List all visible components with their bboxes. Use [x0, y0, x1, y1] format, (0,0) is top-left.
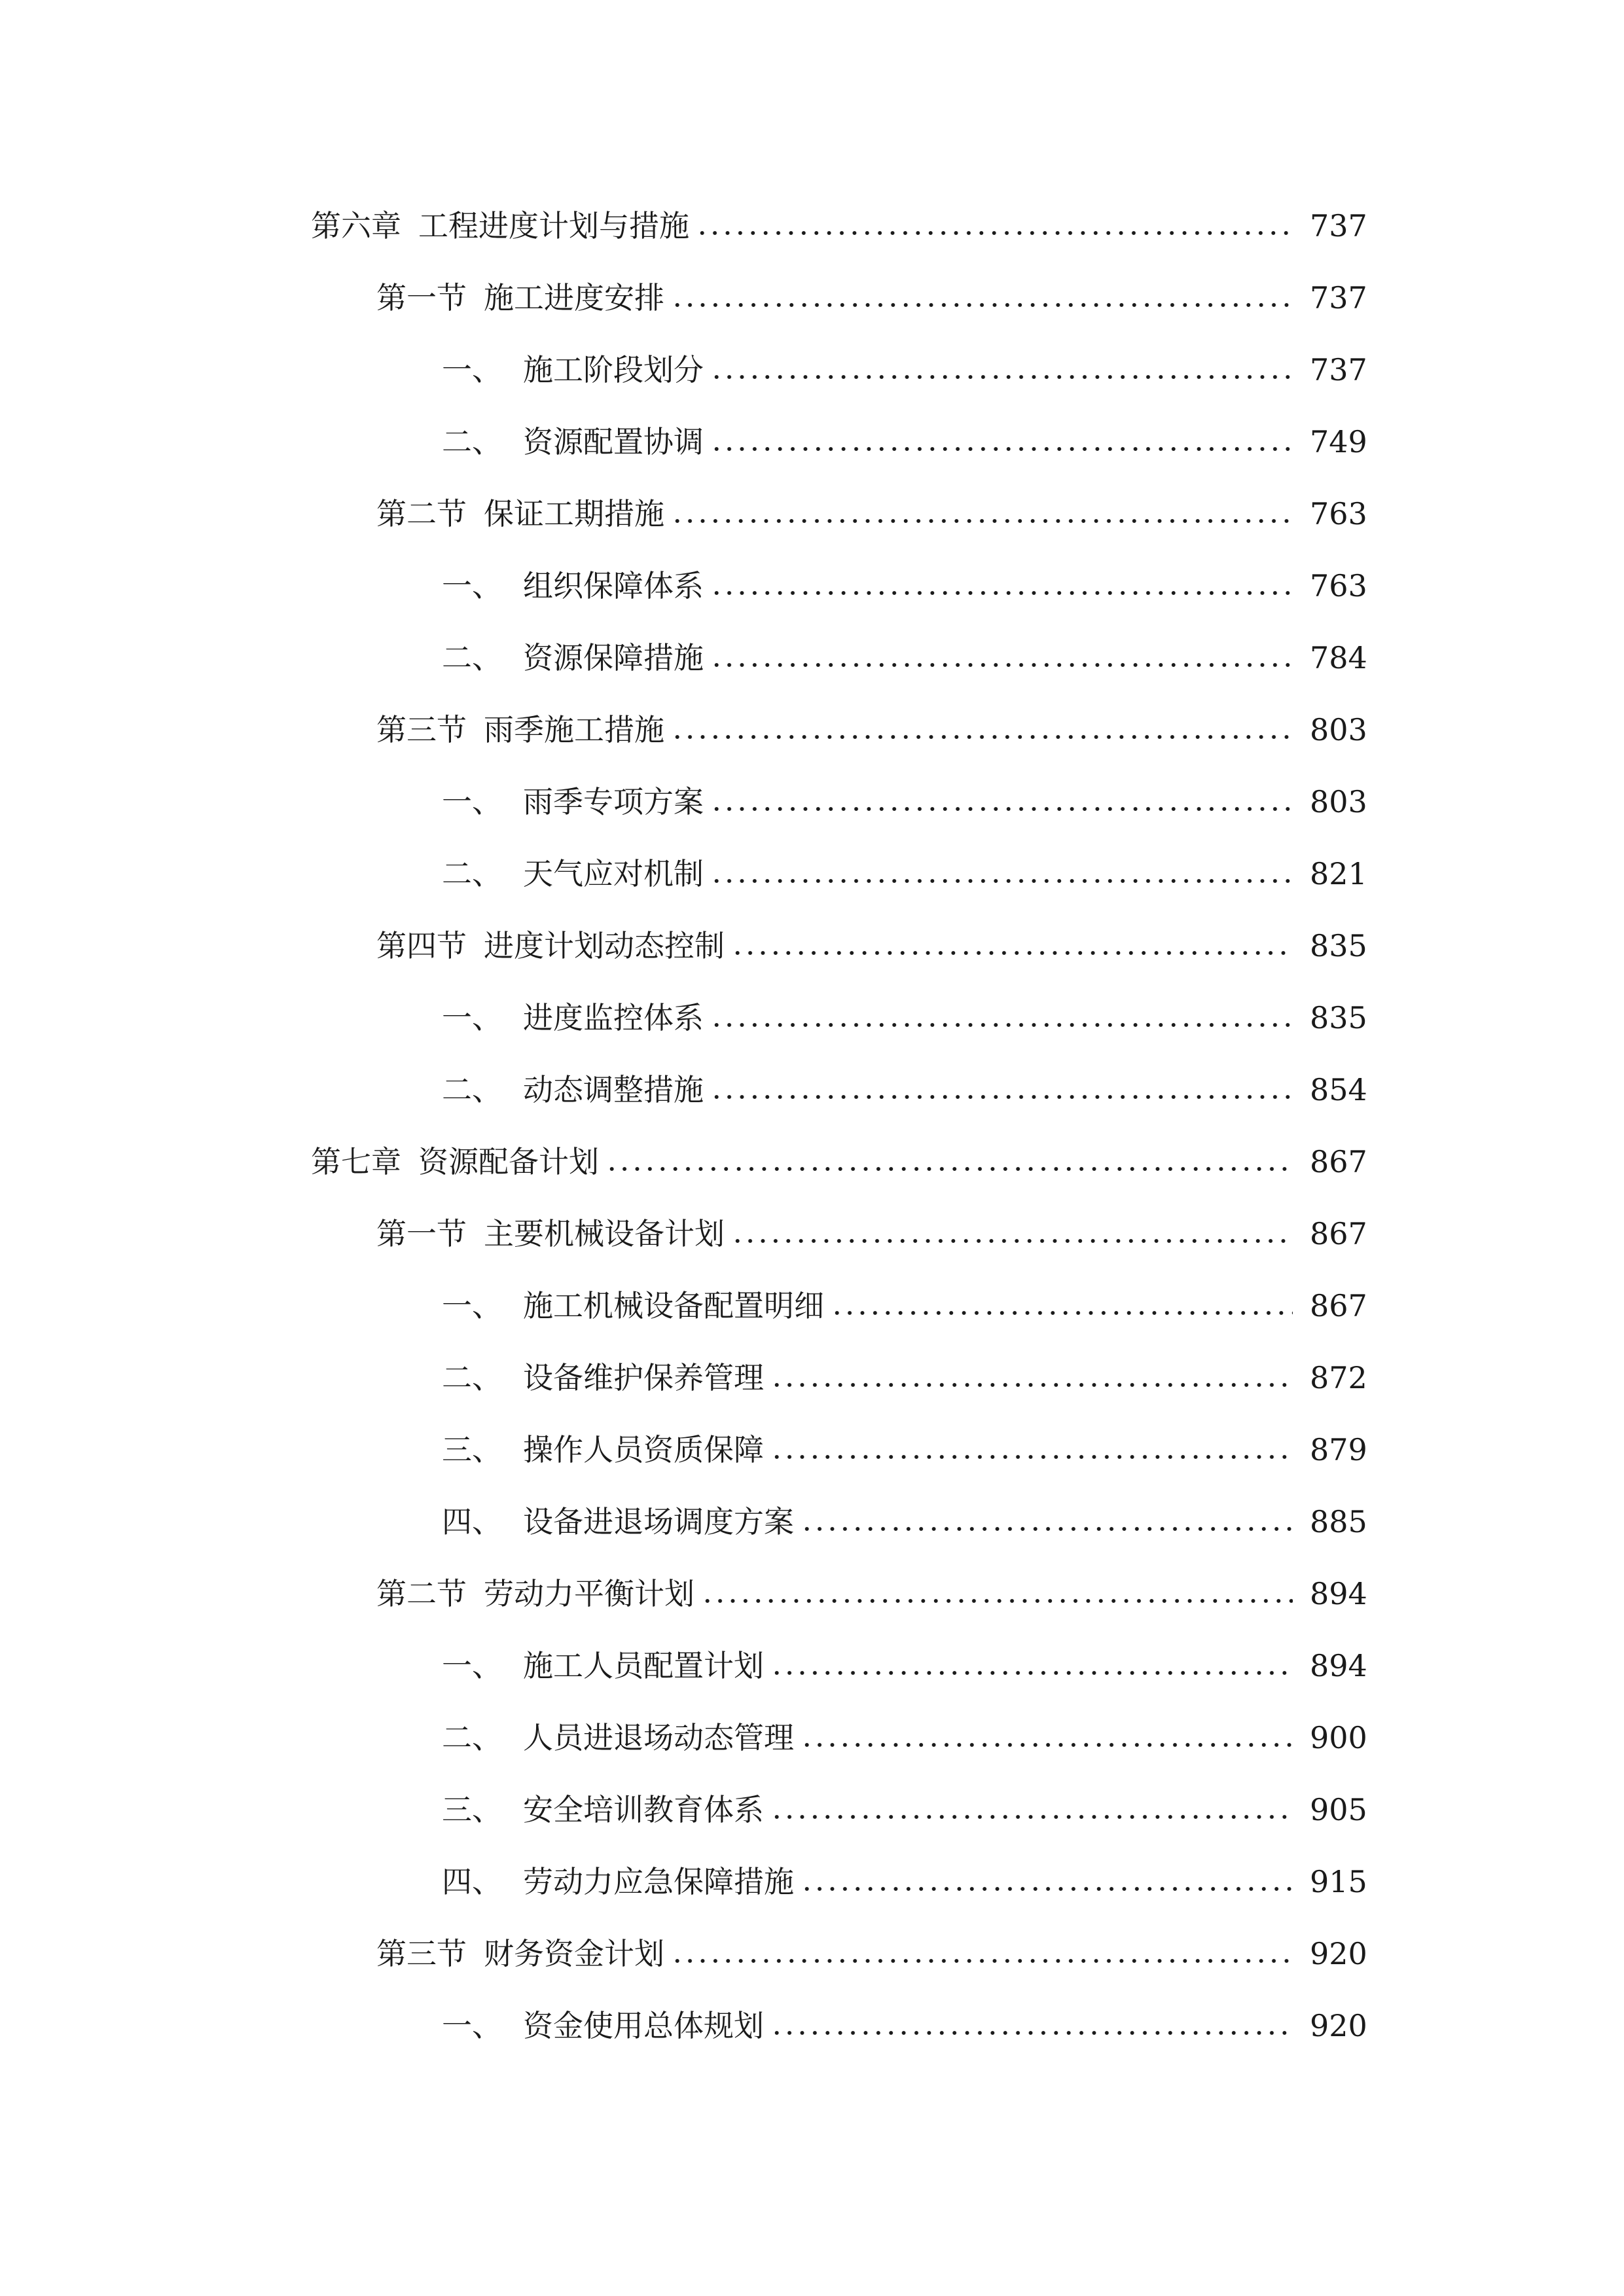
toc-entry-number: 二、: [442, 424, 502, 459]
toc-entry[interactable]: [0, 1270, 1624, 1342]
toc-entry-page: 737: [1310, 352, 1367, 387]
toc-entry-page: 920: [1310, 1936, 1367, 1971]
dot-leader: [770, 1814, 1293, 1820]
toc-entry-title: 工程进度计划与措施: [418, 208, 689, 243]
toc-entry-number: 二、: [442, 1072, 502, 1107]
table-of-contents: [0, 190, 1624, 2062]
dot-leader: [701, 1598, 1293, 1604]
toc-entry-title: 施工进度安排: [484, 280, 664, 315]
toc-entry[interactable]: [0, 1630, 1624, 1702]
toc-entry-page: 894: [1310, 1648, 1367, 1683]
toc-entry-title: 资金使用总体规划: [523, 2008, 764, 2043]
toc-entry-title: 操作人员资质保障: [523, 1432, 764, 1467]
dot-leader: [731, 1238, 1293, 1244]
toc-entry-title: 资源配置协调: [523, 424, 704, 459]
toc-entry-page: 803: [1310, 712, 1367, 747]
toc-entry-title: 财务资金计划: [484, 1936, 664, 1971]
toc-entry-number: 四、: [442, 1504, 502, 1539]
dot-leader: [710, 1094, 1293, 1100]
toc-entry-title: 动态调整措施: [523, 1072, 704, 1107]
dot-leader: [605, 1166, 1293, 1172]
dot-leader: [710, 1022, 1293, 1028]
toc-entry[interactable]: [0, 334, 1624, 406]
toc-entry[interactable]: [0, 1054, 1624, 1126]
toc-entry[interactable]: [0, 1558, 1624, 1630]
toc-entry-title: 主要机械设备计划: [484, 1216, 725, 1251]
toc-entry[interactable]: [0, 1846, 1624, 1918]
toc-entry-page: 763: [1310, 568, 1367, 603]
toc-entry-title: 雨季专项方案: [523, 784, 704, 819]
toc-entry[interactable]: [0, 766, 1624, 838]
toc-entry-number: 三、: [442, 1432, 502, 1467]
dot-leader: [671, 1958, 1293, 1964]
toc-entry[interactable]: [0, 406, 1624, 478]
dot-leader: [710, 806, 1293, 812]
toc-entry[interactable]: [0, 1414, 1624, 1486]
toc-entry-title: 设备进退场调度方案: [523, 1504, 794, 1539]
toc-entry-title: 劳动力应急保障措施: [523, 1864, 794, 1899]
toc-entry-number: 一、: [442, 1000, 502, 1035]
toc-entry-page: 915: [1310, 1864, 1367, 1899]
toc-entry[interactable]: [0, 262, 1624, 334]
toc-entry-number: 第一节: [376, 280, 467, 315]
toc-entry[interactable]: [0, 1990, 1624, 2062]
toc-entry-number: 第二节: [376, 1576, 467, 1611]
dot-leader: [710, 878, 1293, 884]
toc-entry-number: 第六章: [311, 208, 401, 243]
dot-leader: [710, 446, 1293, 452]
toc-entry-title: 施工阶段划分: [523, 352, 704, 387]
dot-leader: [770, 1454, 1293, 1460]
dot-leader: [710, 590, 1293, 596]
toc-entry-page: 835: [1310, 928, 1367, 963]
toc-entry-title: 进度计划动态控制: [484, 928, 725, 963]
toc-entry-number: 一、: [442, 1648, 502, 1683]
toc-entry-title: 保证工期措施: [484, 496, 664, 531]
toc-entry-title: 组织保障体系: [523, 568, 704, 603]
toc-entry-title: 进度监控体系: [523, 1000, 704, 1035]
toc-entry-page: 920: [1310, 2008, 1367, 2043]
toc-entry-number: 第四节: [376, 928, 467, 963]
dot-leader: [731, 950, 1293, 956]
toc-entry-page: 872: [1310, 1360, 1367, 1395]
toc-entry-number: 一、: [442, 784, 502, 819]
toc-entry-page: 737: [1310, 280, 1367, 315]
toc-entry-page: 784: [1310, 640, 1367, 675]
toc-entry-page: 867: [1310, 1288, 1367, 1323]
toc-entry-number: 四、: [442, 1864, 502, 1899]
toc-entry[interactable]: [0, 1486, 1624, 1558]
toc-entry-number: 一、: [442, 352, 502, 387]
dot-leader: [801, 1742, 1293, 1748]
toc-entry[interactable]: [0, 478, 1624, 550]
toc-entry[interactable]: [0, 550, 1624, 622]
toc-entry-title: 设备维护保养管理: [523, 1360, 764, 1395]
toc-entry-number: 第三节: [376, 1936, 467, 1971]
toc-entry-number: 二、: [442, 640, 502, 675]
toc-entry-page: 803: [1310, 784, 1367, 819]
dot-leader: [831, 1310, 1293, 1316]
toc-entry[interactable]: [0, 1198, 1624, 1270]
toc-entry-number: 第一节: [376, 1216, 467, 1251]
toc-entry-title: 施工机械设备配置明细: [523, 1288, 824, 1323]
toc-entry[interactable]: [0, 838, 1624, 910]
dot-leader: [770, 1670, 1293, 1676]
toc-entry-number: 二、: [442, 1360, 502, 1395]
toc-entry-page: 835: [1310, 1000, 1367, 1035]
toc-entry-title: 人员进退场动态管理: [523, 1720, 794, 1755]
toc-entry-page: 900: [1310, 1720, 1367, 1755]
toc-entry-page: 867: [1310, 1144, 1367, 1179]
toc-entry[interactable]: [0, 910, 1624, 982]
toc-entry[interactable]: [0, 622, 1624, 694]
toc-entry-number: 第七章: [311, 1144, 401, 1179]
toc-entry-page: 737: [1310, 208, 1367, 243]
toc-entry-number: 一、: [442, 1288, 502, 1323]
toc-entry[interactable]: [0, 1342, 1624, 1414]
toc-entry-title: 安全培训教育体系: [523, 1792, 764, 1827]
toc-entry-page: 905: [1310, 1792, 1367, 1827]
toc-entry-number: 第二节: [376, 496, 467, 531]
toc-entry-number: 三、: [442, 1792, 502, 1827]
toc-entry-number: 一、: [442, 2008, 502, 2043]
dot-leader: [710, 374, 1293, 380]
toc-entry-page: 749: [1310, 424, 1367, 459]
toc-entry-title: 施工人员配置计划: [523, 1648, 764, 1683]
toc-entry-title: 劳动力平衡计划: [484, 1576, 695, 1611]
toc-entry[interactable]: [0, 190, 1624, 262]
toc-entry[interactable]: [0, 982, 1624, 1054]
toc-entry[interactable]: [0, 694, 1624, 766]
toc-entry-page: 879: [1310, 1432, 1367, 1467]
toc-entry[interactable]: [0, 1774, 1624, 1846]
dot-leader: [710, 662, 1293, 668]
toc-entry[interactable]: [0, 1126, 1624, 1198]
toc-entry[interactable]: [0, 1918, 1624, 1990]
toc-entry-page: 894: [1310, 1576, 1367, 1611]
toc-entry-number: 二、: [442, 1720, 502, 1755]
toc-entry[interactable]: [0, 1702, 1624, 1774]
toc-entry-title: 资源保障措施: [523, 640, 704, 675]
dot-leader: [770, 1382, 1293, 1388]
toc-entry-page: 885: [1310, 1504, 1367, 1539]
toc-entry-title: 资源配备计划: [418, 1144, 599, 1179]
toc-entry-page: 867: [1310, 1216, 1367, 1251]
toc-entry-page: 763: [1310, 496, 1367, 531]
dot-leader: [671, 302, 1293, 308]
toc-entry-page: 821: [1310, 856, 1367, 891]
dot-leader: [770, 2030, 1293, 2036]
dot-leader: [801, 1886, 1293, 1892]
toc-entry-page: 854: [1310, 1072, 1367, 1107]
toc-entry-number: 二、: [442, 856, 502, 891]
dot-leader: [671, 734, 1293, 740]
toc-entry-title: 雨季施工措施: [484, 712, 664, 747]
toc-entry-number: 第三节: [376, 712, 467, 747]
toc-entry-number: 一、: [442, 568, 502, 603]
dot-leader: [671, 518, 1293, 524]
dot-leader: [801, 1526, 1293, 1532]
toc-entry-title: 天气应对机制: [523, 856, 704, 891]
dot-leader: [696, 230, 1293, 236]
